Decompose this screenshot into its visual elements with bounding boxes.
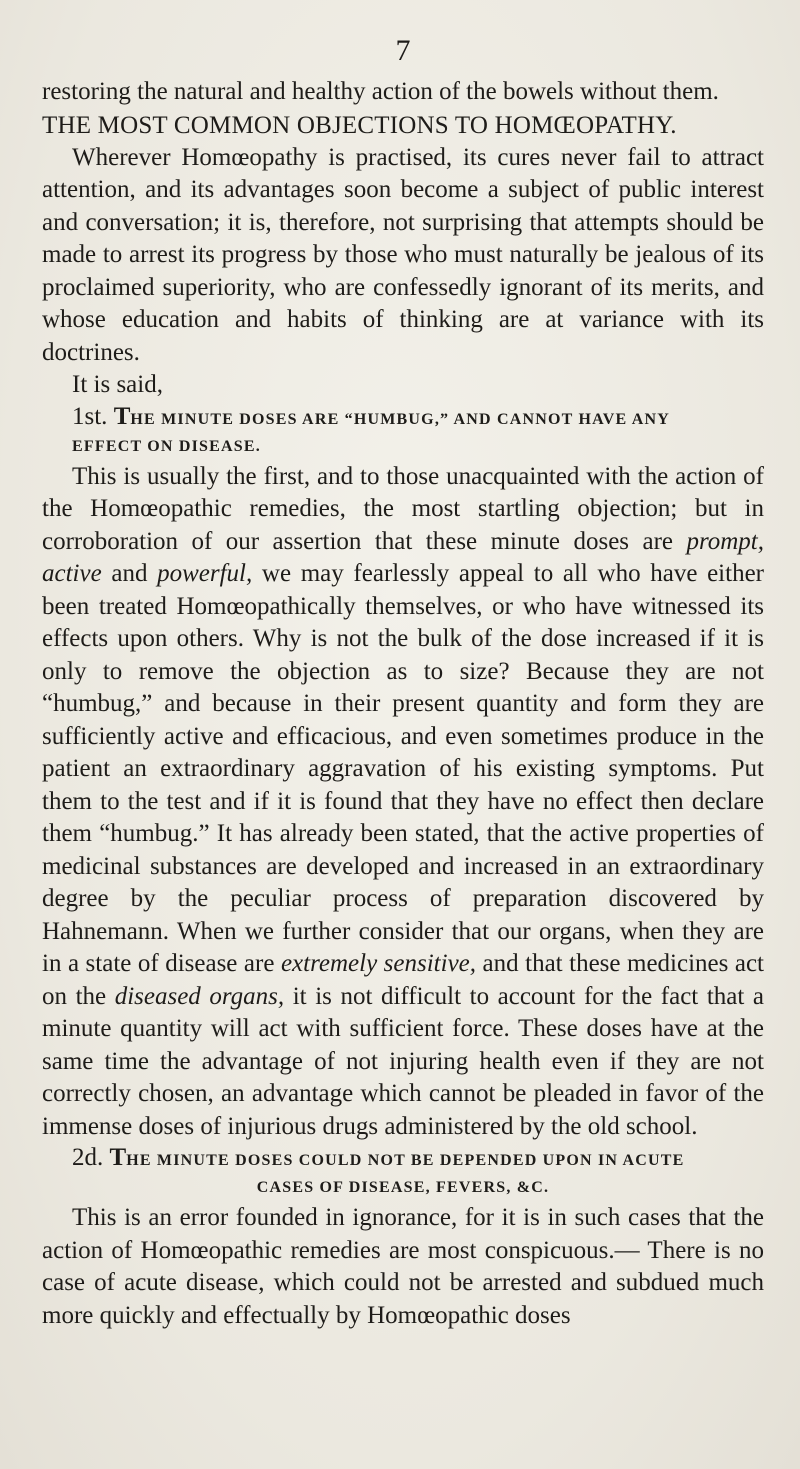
intro-paragraph: Wherever Homœopathy is practised, its cures never fail to attract attention, and its advantages soon become a subject of public interest and conversation; it is, therefore, not surprising that attempts should be made to arrest its progress by those who must naturally be jealous of its proclaimed superiority, who are confessedly ignorant of its merits, and whose education and habits of thinking are at variance with its doctrines. (42, 143, 764, 366)
objection-2-title: THE MINUTE DOSES COULD NOT BE DEPENDED UPON IN ACUTE (109, 1144, 685, 1171)
section-heading: THE MOST COMMON OBJECTIONS TO HOMŒOPATHY. (42, 111, 677, 139)
objection-1-title: THE MINUTE DOSES ARE “HUMBUG,” AND CANNOT HAVE ANY (113, 402, 670, 430)
objection-2-title-cont: CASES OF DISEASE, FEVERS, &C. (256, 1179, 550, 1196)
objection-1-heading (42, 402, 764, 435)
opening-paragraph: restoring the natural and healthy action of the bowels without them. (42, 78, 719, 105)
it-is-said: It is said, (72, 371, 163, 398)
objection-2-number: 2d. (72, 1144, 104, 1171)
objection-2-heading (42, 1143, 764, 1176)
page-number: 7 (395, 34, 411, 67)
objection-1-body: This is usually the first, and to those unacquainted with the action of the Homœopathic remedies, the most startling objection; but in corroboration of our assertion that these minute doses are prompt, active and powerful, we may fearlessly appeal to all who have either been treated Homœopathically themselves, or who have witnessed its effects upon others. Why is not the bulk of the dose increased if it is only to remove the objection as to size? Because they are not “humbug,” and because in their present quantity and form they are sufficiently active and efficacious, and even sometimes produce in the patient an extraordinary aggravation of his existing symptoms. Put them to the test and if it is found that they have no effect then declare them “humbug.” It has already been stated, that the active properties of medicinal substances are developed and increased in an extraordinary degree by the peculiar process of preparation discovered by Hahnemann. When we further consider that our organs, when they are in a state of disease are extremely sensitive, and that these medicines act on the diseased organs, it is not difficult to account for the fact that a minute quantity will act with sufficient force. These doses have at the same time the advantage of not injuring health even if they are not correctly chosen, an advantage which cannot be pleaded in favor of the immense doses of injurious drugs administered by the old school. (42, 462, 764, 1140)
objection-2-body: This is an error founded in ignorance, for it is in such cases that the action of Homœopathic remedies are most conspicuous.— There is no case of acute disease, which could not be arrested and subdued much more quickly and effectually by Homœopathic doses (42, 1204, 764, 1329)
objection-1-title-cont: EFFECT ON DISEASE. (72, 437, 261, 455)
objection-1-number: 1st. (72, 402, 108, 430)
